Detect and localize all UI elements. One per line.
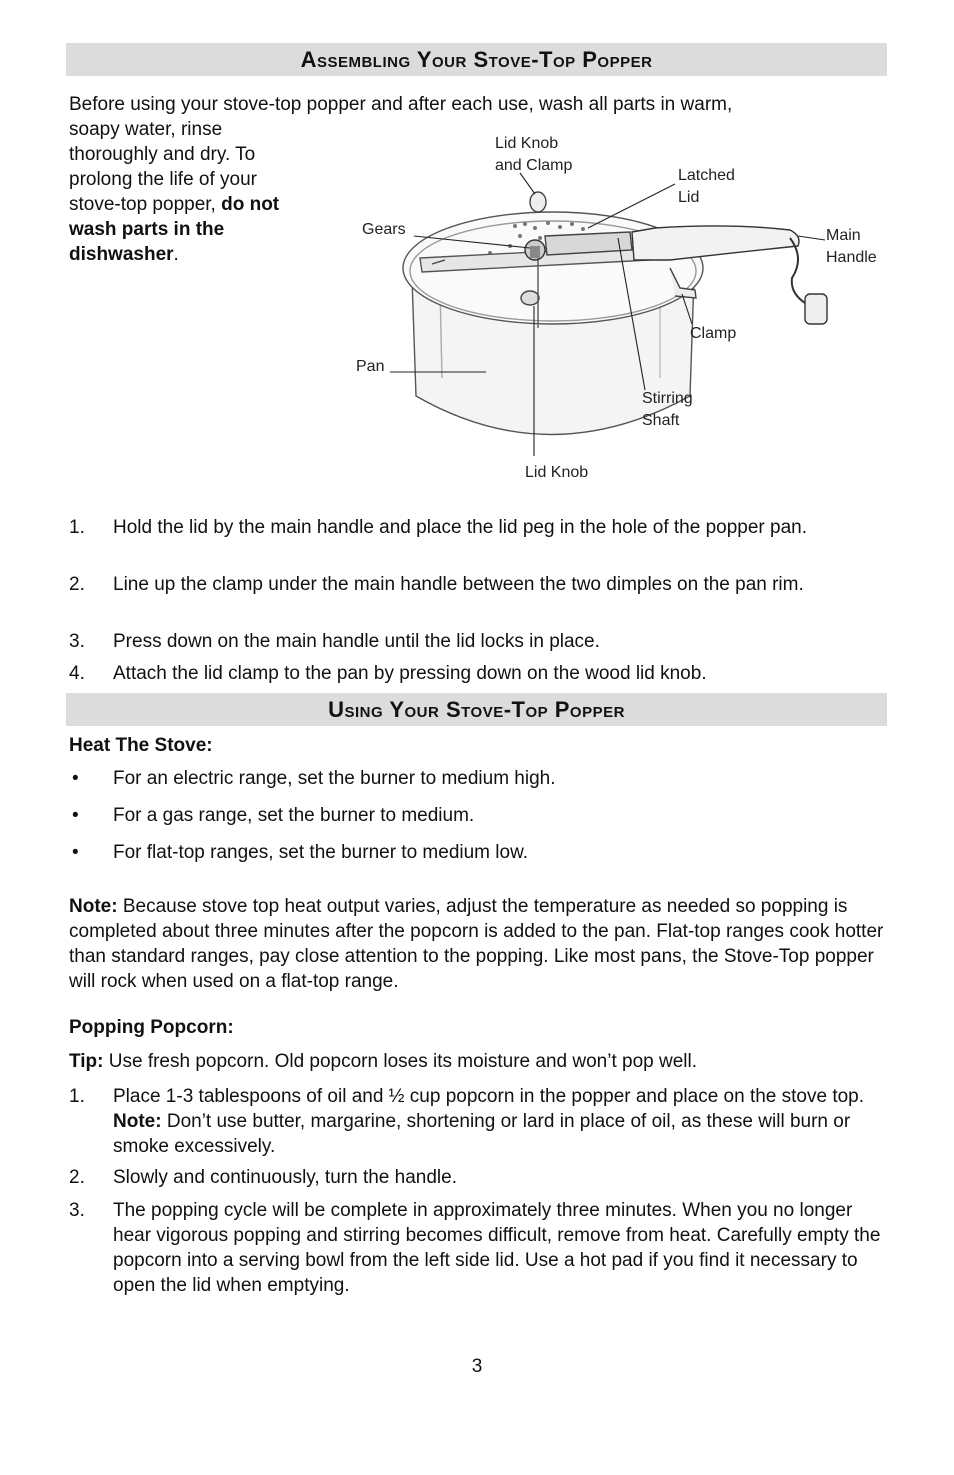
section-title-using: Using Your Stove-Top Popper — [66, 693, 887, 726]
tip-label: Tip: — [69, 1051, 104, 1072]
step-text-part: Place 1-3 tablespoons of oil and ½ cup popcorn in the popper and place on the stove top. — [113, 1086, 865, 1107]
label-pan: Pan — [356, 358, 385, 375]
section-title-assembling: Assembling Your Stove-Top Popper — [66, 43, 887, 76]
step-number: 1. — [69, 517, 85, 538]
label-main-handle: Main — [826, 227, 861, 244]
list-item — [69, 1165, 885, 1190]
list-item — [69, 1198, 885, 1298]
note-label: Note: — [69, 896, 118, 917]
main-handle — [632, 226, 799, 260]
intro-warning: do not — [221, 194, 280, 215]
step-number: 4. — [69, 663, 85, 684]
step-text: Line up the clamp under the main handle between the two dimples on the pan rim. — [113, 574, 804, 595]
popper-illustration — [403, 192, 827, 435]
list-item — [69, 1084, 885, 1159]
step-number: 2. — [69, 574, 85, 595]
step-text: The popping cycle will be complete in approximately three minutes. When you no longer hear vigorous popping and stirring becomes difficult, remove from heat. Carefully empty the popcorn into a serving bowl from the left side lid. Use a hot pad if you find it necessary to open the lid when emptying. — [113, 1200, 881, 1296]
label-latched-lid: Lid — [678, 189, 700, 206]
lid-knob — [521, 291, 539, 305]
heat-heading: Heat The Stove: — [69, 735, 213, 756]
label-latched-lid: Latched — [678, 167, 735, 184]
step-text: Attach the lid clamp to the pan by pressing down on the wood lid knob. — [113, 663, 707, 684]
label-lid-knob: Lid Knob — [525, 464, 589, 481]
page-number: 3 — [471, 1356, 483, 1377]
intro-line: soapy water, rinse — [69, 119, 223, 140]
label-clamp: Clamp — [690, 325, 737, 342]
intro-line — [69, 192, 279, 217]
note-text: Because stove top heat output varies, adjust the temperature as needed so popping is completed about three minutes after the popcorn is added to the pan. Flat-top ranges cook hotter than standard ranges, pay close attention to the popping. Like most pans, the Stove-Top popper will rock when used on a flat-top range. — [69, 896, 884, 992]
intro-text: stove-top popper, — [69, 194, 222, 215]
intro-line: prolong the life of your — [69, 169, 258, 190]
intro-warning: dishwasher — [69, 244, 174, 265]
label-lid-knob-clamp: and Clamp — [495, 157, 573, 174]
popping-heading: Popping Popcorn: — [69, 1017, 234, 1038]
list-item — [69, 629, 885, 654]
intro-line: thoroughly and dry. To — [69, 144, 256, 165]
list-item — [69, 572, 885, 622]
list-item — [69, 661, 885, 686]
step-text: Hold the lid by the main handle and place the lid peg in the hole of the popper pan. — [113, 517, 808, 538]
bullet-text: For a gas range, set the burner to medium. — [113, 805, 475, 826]
bullet-icon: • — [72, 805, 79, 826]
list-item — [69, 803, 885, 828]
step-number: 1. — [69, 1086, 85, 1107]
step-number: 3. — [69, 1200, 85, 1221]
step-text: Press down on the main handle until the lid locks in place. — [113, 631, 600, 652]
intro-line: Before using your stove-top popper and after each use, wash all parts in warm, — [69, 94, 733, 115]
step-note-label: Note: — [113, 1111, 162, 1132]
intro-line — [69, 242, 179, 267]
label-stirring-shaft: Shaft — [642, 412, 680, 429]
label-main-handle: Handle — [826, 249, 877, 266]
step-text — [113, 1084, 885, 1159]
note-paragraph — [69, 894, 889, 994]
bullet-text: For flat-top ranges, set the burner to medium low. — [113, 842, 529, 863]
intro-text: . — [173, 244, 179, 265]
bullet-icon: • — [72, 842, 79, 863]
step-text-part: Don’t use butter, margarine, shortening or lard in place of oil, as these will burn or smoke excessively. — [113, 1111, 851, 1157]
step-text: Slowly and continuously, turn the handle. — [113, 1167, 457, 1188]
label-stirring-shaft: Stirring — [642, 390, 693, 407]
step-number: 3. — [69, 631, 85, 652]
label-gears: Gears — [362, 221, 406, 238]
tip-paragraph — [69, 1049, 889, 1074]
step-number: 2. — [69, 1167, 85, 1188]
list-item — [69, 766, 885, 791]
label-lid-knob-clamp: Lid Knob — [495, 135, 559, 152]
tip-text: Use fresh popcorn. Old popcorn loses its moisture and won’t pop well. — [103, 1051, 698, 1072]
bullet-text: For an electric range, set the burner to medium high. — [113, 768, 556, 789]
lid-knob-top — [530, 192, 546, 212]
bullet-icon: • — [72, 768, 79, 789]
intro-warning: wash parts in the — [69, 219, 225, 240]
crank — [790, 238, 805, 303]
list-item — [69, 515, 885, 565]
list-item — [69, 840, 885, 865]
popper-diagram — [350, 128, 890, 488]
